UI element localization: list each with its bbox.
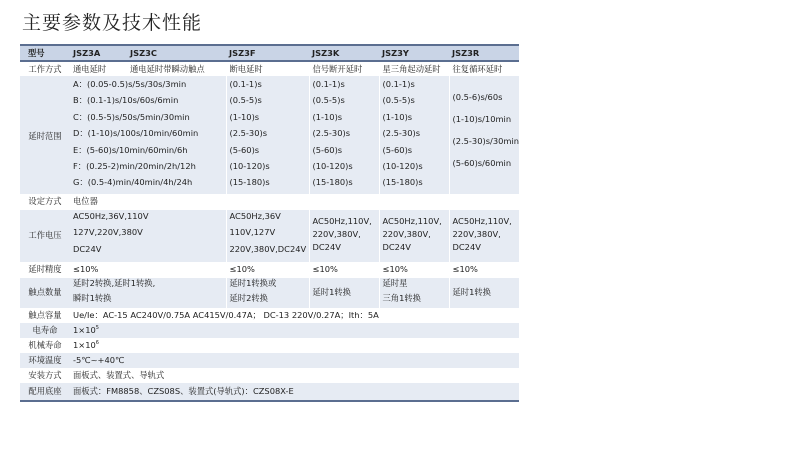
delay-line: E：(5-60)s/10min/60min/6h [73, 144, 188, 155]
cell-all-models: 面板式、装置式、导轨式 [70, 368, 519, 383]
row-label: 触点数量 [20, 278, 70, 308]
table-row-socket [20, 383, 519, 401]
voltage-line: AC50Hz,36V,110V [73, 210, 149, 221]
delay-line: (0.5-5)s [382, 95, 415, 106]
header-jsz3y: JSZ3Y [379, 45, 449, 61]
cell-jsz3y: 星三角起动延时 [379, 61, 449, 76]
row-label: 安装方式 [20, 368, 70, 383]
delay-line: (10-120)s [312, 160, 353, 171]
delay-line: (2.5-30)s [312, 128, 351, 139]
row-label: 延时范围 [20, 76, 70, 194]
cell-jsz3f: 断电延时 [226, 61, 309, 76]
contacts-line: 瞬时1转换 [73, 292, 112, 303]
delay-line: (1-10)s [312, 111, 343, 122]
cell-jsz3k: 信号断开延时 [309, 61, 379, 76]
delay-line: (5-60)s [382, 144, 413, 155]
row-label: 机械寿命 [20, 338, 70, 353]
cell-jsz3r [449, 76, 519, 194]
cell-jsz3a-jsz3c [70, 76, 226, 194]
delay-line: (5-60)s [229, 144, 260, 155]
voltage-line: 110V,127V [229, 227, 276, 238]
delay-line: (15-180)s [229, 177, 270, 188]
row-label: 环境温度 [20, 353, 70, 368]
cell-jsz3f: ≤10% [226, 262, 309, 278]
cell-jsz3a-jsz3c [70, 278, 226, 308]
row-label: 触点容量 [20, 308, 70, 323]
cell-jsz3k: ≤10% [309, 262, 379, 278]
delay-line: G：(0.5-4)min/40min/4h/24h [73, 177, 193, 188]
cell-all-models: -5℃~+40℃ [70, 353, 519, 368]
voltage-line: 220V,380V, [452, 229, 501, 240]
delay-line: (0.1-1)s [229, 79, 262, 89]
cell-jsz3k [309, 210, 379, 262]
delay-line: (2.5-30)s [229, 128, 268, 139]
cell-all-models: 面板式：FM8858、CZS08S、装置式(导轨式)：CZS08X-E [70, 383, 519, 401]
voltage-line: AC50Hz,36V [229, 210, 281, 221]
cell-jsz3c: 通电延时带瞬动触点 [127, 61, 226, 76]
cell-jsz3k: 延时1转换 [309, 278, 379, 308]
delay-line: B：(0.1-1)s/10s/60s/6min [73, 95, 179, 106]
row-label: 工作方式 [20, 61, 70, 76]
table-row-capacity [20, 308, 519, 323]
row-label: 配用底座 [20, 383, 70, 401]
header-jsz3c: JSZ3C [127, 45, 226, 61]
delay-line: (10-120)s [382, 160, 423, 171]
delay-line: (0.5-5)s [229, 95, 262, 106]
delay-line: (1-10)s/10min [452, 114, 512, 125]
table-row-mechanical-life [20, 338, 519, 353]
header-jsz3r: JSZ3R [449, 45, 519, 61]
delay-line: (5-60)s [312, 144, 343, 155]
life-exponent: 6 [95, 339, 99, 346]
cell-jsz3k [309, 76, 379, 194]
header-model: 型号 [20, 45, 70, 61]
table-row-work-mode [20, 61, 519, 76]
table-row-env-temp [20, 353, 519, 368]
cell-jsz3r: ≤10% [449, 262, 519, 278]
header-jsz3f: JSZ3F [226, 45, 309, 61]
delay-line: (2.5-30)s/30min [452, 136, 519, 147]
table-row-electrical-life [20, 323, 519, 338]
voltage-line: DC24V [73, 243, 102, 254]
delay-line: (15-180)s [312, 177, 353, 188]
delay-line: (5-60)s/60min [452, 158, 512, 169]
voltage-line: DC24V [382, 242, 411, 253]
contacts-line: 延时2转换 [229, 292, 268, 303]
cell-jsz3y [379, 76, 449, 194]
cell-jsz3y: ≤10% [379, 262, 449, 278]
cell-jsz3a: 通电延时 [70, 61, 127, 76]
voltage-line: 220V,380V,DC24V [229, 243, 307, 254]
delay-line: C：(0.5-5)s/50s/5min/30min [73, 111, 190, 122]
delay-line: (1-10)s [229, 111, 260, 122]
contacts-line: 延时1转换或 [229, 277, 277, 288]
contacts-line: 三角1转换 [382, 292, 421, 303]
voltage-line: 220V,380V, [312, 229, 361, 240]
header-jsz3k: JSZ3K [309, 45, 379, 61]
cell-jsz3f [226, 278, 309, 308]
delay-line: D：(1-10)s/100s/10min/60min [73, 128, 199, 139]
life-exponent: 5 [95, 324, 99, 331]
table-row-voltage [20, 210, 519, 262]
voltage-line: DC24V [452, 242, 481, 253]
cell-all-models: Ue/Ie：AC-15 AC240V/0.75A AC415V/0.47A； DC-13 220V/0.27A；Ith：5A [70, 308, 519, 323]
contacts-line: 延时星 [382, 277, 408, 288]
voltage-line: 220V,380V, [382, 229, 431, 240]
cell-all-models [70, 323, 519, 338]
delay-line: (1-10)s [382, 111, 413, 122]
delay-line: (0.1-1)s [382, 79, 415, 89]
row-label: 设定方式 [20, 194, 70, 210]
cell-jsz3a-jsz3c [70, 210, 226, 262]
table-row-contacts [20, 278, 519, 308]
cell-jsz3f [226, 210, 309, 262]
life-base: 1×10 [73, 324, 96, 335]
voltage-line: AC50Hz,110V, [312, 216, 372, 227]
life-base: 1×10 [73, 339, 96, 350]
cell-jsz3r: 往复循环延时 [449, 61, 519, 76]
table-row-accuracy [20, 262, 519, 278]
contacts-line: 延时2转换,延时1转换, [73, 277, 156, 288]
cell-jsz3y [379, 210, 449, 262]
cell-jsz3a-jsz3c: ≤10% [70, 262, 226, 278]
voltage-line: 127V,220V,380V [73, 227, 143, 238]
row-label: 延时精度 [20, 262, 70, 278]
delay-line: A：(0.05-0.5)s/5s/30s/3min [73, 79, 187, 89]
delay-line: (15-180)s [382, 177, 423, 188]
cell-jsz3f [226, 76, 309, 194]
cell-all-models: 电位器 [70, 194, 519, 210]
header-jsz3a: JSZ3A [70, 45, 127, 61]
voltage-line: AC50Hz,110V, [452, 216, 512, 227]
row-label: 工作电压 [20, 210, 70, 262]
page-title: 主要参数及技术性能 [22, 12, 203, 34]
cell-jsz3y [379, 278, 449, 308]
delay-line: (0.5-5)s [312, 95, 345, 106]
delay-line: (2.5-30)s [382, 128, 421, 139]
voltage-line: DC24V [312, 242, 341, 253]
row-label: 电寿命 [20, 323, 70, 338]
table-header-row [20, 45, 519, 61]
cell-all-models [70, 338, 519, 353]
delay-line: F：(0.25-2)min/20min/2h/12h [73, 160, 196, 171]
cell-jsz3r: 延时1转换 [449, 278, 519, 308]
table-row-delay-range [20, 76, 519, 194]
delay-line: (0.5-6)s/60s [452, 92, 503, 103]
delay-line: (10-120)s [229, 160, 270, 171]
table-row-install [20, 368, 519, 383]
table-row-setting [20, 194, 519, 210]
delay-line: (0.1-1)s [312, 79, 345, 89]
cell-jsz3r [449, 210, 519, 262]
voltage-line: AC50Hz,110V, [382, 216, 442, 227]
parameters-table [20, 44, 519, 402]
